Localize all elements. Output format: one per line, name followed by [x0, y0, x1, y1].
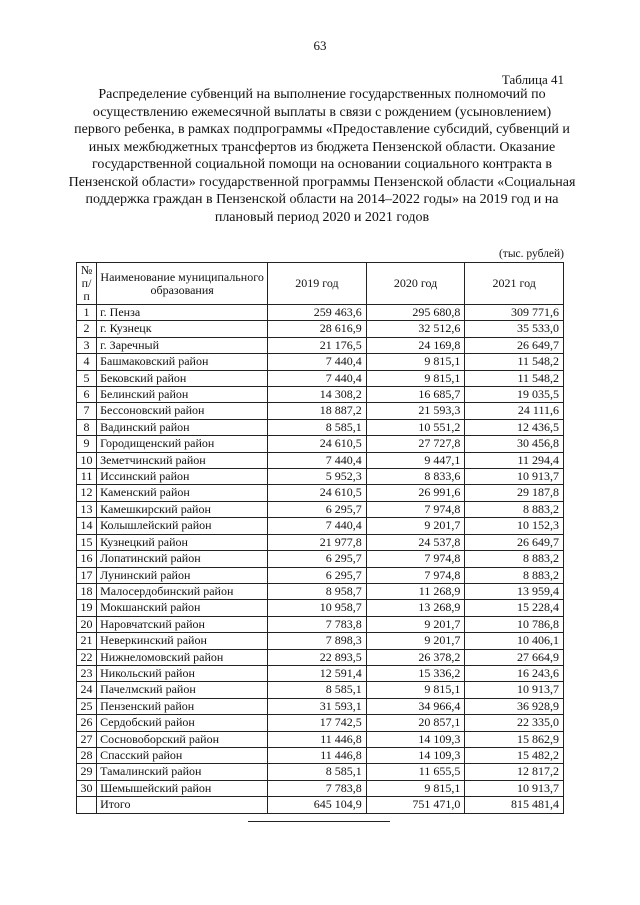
row-num: 11 — [77, 469, 97, 485]
row-value-2020: 8 833,6 — [366, 469, 465, 485]
total-row — [77, 797, 564, 813]
row-value-2019: 7 783,8 — [268, 616, 367, 632]
table-row — [77, 600, 564, 616]
total-label: Итого — [97, 797, 268, 813]
row-name: Сосновоборский район — [97, 731, 268, 747]
header-2020: 2020 год — [366, 263, 465, 305]
row-num: 21 — [77, 633, 97, 649]
row-num: 18 — [77, 583, 97, 599]
row-value-2021: 15 862,9 — [465, 731, 564, 747]
row-num: 28 — [77, 747, 97, 763]
row-num: 30 — [77, 780, 97, 796]
table-row — [77, 403, 564, 419]
row-value-2020: 9 447,1 — [366, 452, 465, 468]
table-row — [77, 698, 564, 714]
row-value-2020: 9 201,7 — [366, 616, 465, 632]
table-row — [77, 518, 564, 534]
table-row — [77, 682, 564, 698]
table-row — [77, 452, 564, 468]
row-value-2021: 8 883,2 — [465, 551, 564, 567]
row-value-2019: 17 742,5 — [268, 715, 367, 731]
table-row — [77, 567, 564, 583]
row-value-2019: 10 958,7 — [268, 600, 367, 616]
header-2019: 2019 год — [268, 263, 367, 305]
row-value-2019: 7 898,3 — [268, 633, 367, 649]
row-value-2021: 26 649,7 — [465, 534, 564, 550]
header-name: Наименование муниципального образования — [97, 263, 268, 305]
row-value-2019: 21 977,8 — [268, 534, 367, 550]
row-value-2020: 9 815,1 — [366, 354, 465, 370]
row-value-2021: 10 913,7 — [465, 780, 564, 796]
row-value-2021: 16 243,6 — [465, 665, 564, 681]
table-row — [77, 305, 564, 321]
row-value-2021: 10 913,7 — [465, 469, 564, 485]
row-value-2020: 10 551,2 — [366, 419, 465, 435]
row-value-2020: 14 109,3 — [366, 731, 465, 747]
table-label: Таблица 41 — [501, 72, 564, 87]
row-value-2019: 8 585,1 — [268, 419, 367, 435]
table-row — [77, 715, 564, 731]
row-value-2020: 21 593,3 — [366, 403, 465, 419]
row-value-2020: 24 537,8 — [366, 534, 465, 550]
row-value-2021: 10 786,8 — [465, 616, 564, 632]
row-value-2021: 22 335,0 — [465, 715, 564, 731]
row-value-2020: 13 268,9 — [366, 600, 465, 616]
row-value-2021: 13 959,4 — [465, 583, 564, 599]
row-value-2020: 24 169,8 — [366, 337, 465, 353]
row-value-2020: 9 815,1 — [366, 682, 465, 698]
row-name: Белинский район — [97, 387, 268, 403]
document-title: Распределение субвенций на выполнение государственных полномочий по осуществлению ежемесячной выплаты в связи с рождением (усыновлением) первого ребенка, в рамках подпрограммы «Предоставление субсидий, субвенций и иных межбюджетных трансфертов из бюджета Пензенской области. Оказание государственной социальной помощи на основании социального контракта в Пензенской области» государственной программы Пензенской области «Социальная поддержка граждан в Пензенской области на 2014–2022 годы» на 2019 год и на плановый период 2020 и 2021 годов — [68, 87, 576, 225]
row-value-2020: 9 815,1 — [366, 370, 465, 386]
row-value-2020: 295 680,8 — [366, 305, 465, 321]
row-num: 12 — [77, 485, 97, 501]
row-value-2020: 9 201,7 — [366, 518, 465, 534]
row-value-2021: 12 436,5 — [465, 419, 564, 435]
row-num: 2 — [77, 321, 97, 337]
row-value-2020: 32 512,6 — [366, 321, 465, 337]
row-name: Бессоновский район — [97, 403, 268, 419]
table-row — [77, 387, 564, 403]
row-name: Сердобский район — [97, 715, 268, 731]
row-name: Иссинский район — [97, 469, 268, 485]
row-name: Каменский район — [97, 485, 268, 501]
row-num: 22 — [77, 649, 97, 665]
table-header-row — [77, 263, 564, 305]
table-row — [77, 649, 564, 665]
row-value-2021: 8 883,2 — [465, 501, 564, 517]
row-value-2019: 28 616,9 — [268, 321, 367, 337]
row-name: Пензенский район — [97, 698, 268, 714]
table-body — [77, 305, 564, 814]
row-num: 16 — [77, 551, 97, 567]
row-name: Пачелмский район — [97, 682, 268, 698]
row-value-2020: 20 857,1 — [366, 715, 465, 731]
row-value-2021: 309 771,6 — [465, 305, 564, 321]
table-row — [77, 780, 564, 796]
table-row — [77, 370, 564, 386]
row-num: 27 — [77, 731, 97, 747]
row-num: 19 — [77, 600, 97, 616]
row-value-2019: 11 446,8 — [268, 731, 367, 747]
row-num: 20 — [77, 616, 97, 632]
row-value-2019: 18 887,2 — [268, 403, 367, 419]
row-value-2021: 15 228,4 — [465, 600, 564, 616]
row-num: 23 — [77, 665, 97, 681]
row-value-2020: 9 815,1 — [366, 780, 465, 796]
row-value-2019: 7 440,4 — [268, 452, 367, 468]
row-value-2019: 24 610,5 — [268, 485, 367, 501]
total-value-2019: 645 104,9 — [268, 797, 367, 813]
row-value-2021: 19 035,5 — [465, 387, 564, 403]
row-value-2019: 14 308,2 — [268, 387, 367, 403]
row-value-2021: 29 187,8 — [465, 485, 564, 501]
total-value-2021: 815 481,4 — [465, 797, 564, 813]
row-num: 26 — [77, 715, 97, 731]
table-row — [77, 731, 564, 747]
row-value-2019: 7 783,8 — [268, 780, 367, 796]
table-row — [77, 436, 564, 452]
table-row — [77, 354, 564, 370]
table-row — [77, 534, 564, 550]
row-value-2019: 6 295,7 — [268, 551, 367, 567]
row-num: 29 — [77, 764, 97, 780]
row-num: 17 — [77, 567, 97, 583]
table-row — [77, 419, 564, 435]
row-value-2019: 12 591,4 — [268, 665, 367, 681]
row-num: 3 — [77, 337, 97, 353]
row-value-2020: 7 974,8 — [366, 501, 465, 517]
table-row — [77, 764, 564, 780]
row-value-2020: 11 268,9 — [366, 583, 465, 599]
row-num: 8 — [77, 419, 97, 435]
row-value-2019: 8 958,7 — [268, 583, 367, 599]
page-number: 63 — [313, 38, 327, 53]
subvention-table — [76, 262, 564, 814]
row-name: Вадинский район — [97, 419, 268, 435]
row-name: Лунинский район — [97, 567, 268, 583]
row-name: Наровчатский район — [97, 616, 268, 632]
row-name: Нижнеломовский район — [97, 649, 268, 665]
row-name: Камешкирский район — [97, 501, 268, 517]
row-num: 24 — [77, 682, 97, 698]
row-name: Кузнецкий район — [97, 534, 268, 550]
row-value-2019: 24 610,5 — [268, 436, 367, 452]
row-num: 13 — [77, 501, 97, 517]
row-value-2021: 15 482,2 — [465, 747, 564, 763]
row-value-2019: 22 893,5 — [268, 649, 367, 665]
row-name: Спасский район — [97, 747, 268, 763]
row-name: Мокшанский район — [97, 600, 268, 616]
row-name: г. Кузнецк — [97, 321, 268, 337]
row-value-2020: 7 974,8 — [366, 551, 465, 567]
row-value-2019: 259 463,6 — [268, 305, 367, 321]
row-num: 4 — [77, 354, 97, 370]
units-label: (тыс. рублей) — [498, 248, 564, 260]
row-num: 10 — [77, 452, 97, 468]
row-value-2021: 26 649,7 — [465, 337, 564, 353]
table-row — [77, 321, 564, 337]
row-value-2019: 7 440,4 — [268, 370, 367, 386]
row-value-2019: 6 295,7 — [268, 501, 367, 517]
row-value-2021: 10 152,3 — [465, 518, 564, 534]
row-value-2021: 11 548,2 — [465, 354, 564, 370]
row-name: Шемышейский район — [97, 780, 268, 796]
row-num: 9 — [77, 436, 97, 452]
header-num: № п/п — [77, 263, 97, 305]
table-row — [77, 616, 564, 632]
row-value-2019: 8 585,1 — [268, 764, 367, 780]
row-num: 1 — [77, 305, 97, 321]
row-num: 7 — [77, 403, 97, 419]
row-value-2021: 36 928,9 — [465, 698, 564, 714]
row-value-2021: 27 664,9 — [465, 649, 564, 665]
row-value-2020: 7 974,8 — [366, 567, 465, 583]
row-name: Колышлейский район — [97, 518, 268, 534]
row-value-2021: 11 548,2 — [465, 370, 564, 386]
row-value-2019: 7 440,4 — [268, 518, 367, 534]
table-row — [77, 747, 564, 763]
row-value-2020: 26 378,2 — [366, 649, 465, 665]
row-value-2020: 16 685,7 — [366, 387, 465, 403]
total-value-2020: 751 471,0 — [366, 797, 465, 813]
row-value-2020: 15 336,2 — [366, 665, 465, 681]
row-value-2021: 35 533,0 — [465, 321, 564, 337]
row-value-2019: 31 593,1 — [268, 698, 367, 714]
table-row — [77, 665, 564, 681]
row-value-2020: 11 655,5 — [366, 764, 465, 780]
row-name: Городищенский район — [97, 436, 268, 452]
row-value-2020: 14 109,3 — [366, 747, 465, 763]
table-row — [77, 469, 564, 485]
row-name: Тамалинский район — [97, 764, 268, 780]
row-num: 5 — [77, 370, 97, 386]
row-value-2021: 12 817,2 — [465, 764, 564, 780]
row-num: 6 — [77, 387, 97, 403]
table-row — [77, 633, 564, 649]
table-row — [77, 501, 564, 517]
row-value-2021: 10 913,7 — [465, 682, 564, 698]
row-name: Неверкинский район — [97, 633, 268, 649]
row-value-2020: 27 727,8 — [366, 436, 465, 452]
row-value-2019: 21 176,5 — [268, 337, 367, 353]
table-row — [77, 337, 564, 353]
row-value-2021: 10 406,1 — [465, 633, 564, 649]
row-name: Лопатинский район — [97, 551, 268, 567]
table-row — [77, 583, 564, 599]
table-row — [77, 485, 564, 501]
row-value-2019: 5 952,3 — [268, 469, 367, 485]
row-value-2019: 7 440,4 — [268, 354, 367, 370]
row-name: Бековский район — [97, 370, 268, 386]
total-num — [77, 797, 97, 813]
row-name: Никольский район — [97, 665, 268, 681]
table-row — [77, 551, 564, 567]
footer-rule — [248, 821, 390, 822]
row-value-2020: 26 991,6 — [366, 485, 465, 501]
row-name: Малосердобинский район — [97, 583, 268, 599]
row-value-2019: 6 295,7 — [268, 567, 367, 583]
row-value-2021: 8 883,2 — [465, 567, 564, 583]
row-name: г. Заречный — [97, 337, 268, 353]
row-value-2021: 30 456,8 — [465, 436, 564, 452]
row-value-2019: 11 446,8 — [268, 747, 367, 763]
row-name: Земетчинский район — [97, 452, 268, 468]
row-name: Башмаковский район — [97, 354, 268, 370]
row-value-2019: 8 585,1 — [268, 682, 367, 698]
row-num: 15 — [77, 534, 97, 550]
row-value-2020: 34 966,4 — [366, 698, 465, 714]
row-value-2020: 9 201,7 — [366, 633, 465, 649]
row-num: 14 — [77, 518, 97, 534]
row-name: г. Пенза — [97, 305, 268, 321]
row-value-2021: 24 111,6 — [465, 403, 564, 419]
row-value-2021: 11 294,4 — [465, 452, 564, 468]
header-2021: 2021 год — [465, 263, 564, 305]
row-num: 25 — [77, 698, 97, 714]
